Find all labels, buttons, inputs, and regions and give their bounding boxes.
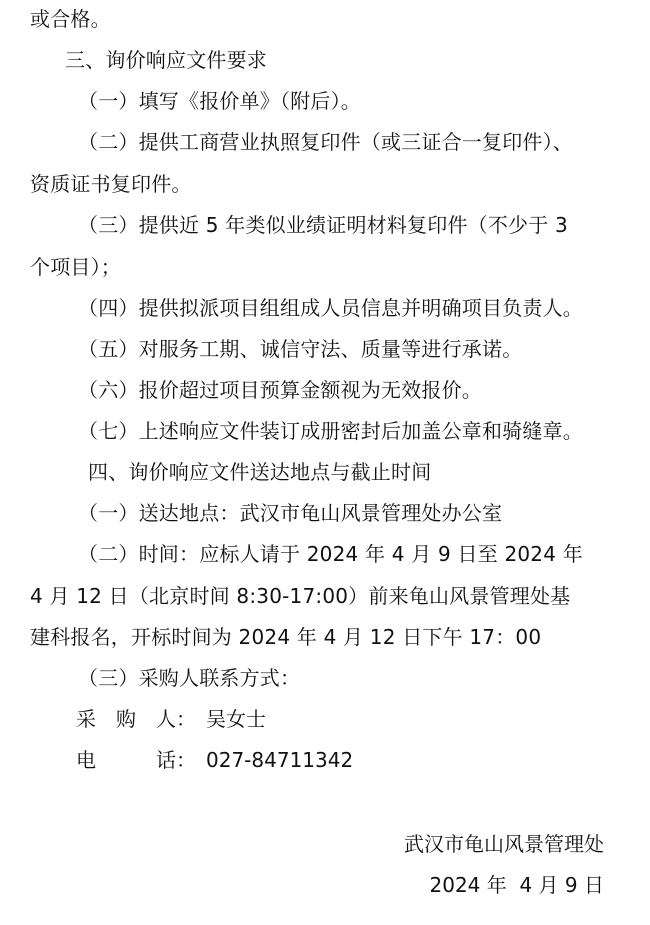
text-line: 4 月 12 日（北京时间 8:30-17:00）前来龟山风景管理处基 [30,584,571,608]
text-line: 资质证书复印件。 [30,172,192,196]
list-item: （二）时间：应标人请于 2024 年 4 月 9 日至 2024 年 [78,542,583,566]
section-heading: 三、询价响应文件要求 [65,48,267,72]
list-item: （七）上述响应文件装订成册密封后加盖公章和骑缝章。 [78,419,583,443]
list-item: （六）报价超过项目预算金额视为无效报价。 [78,378,482,402]
buyer-value: 吴女士 [206,707,266,731]
list-item: （一）填写《报价单》（附后）。 [78,89,361,113]
signature-date: 2024 年 4 月 9 日 [429,873,604,897]
text-line: 或合格。 [30,7,111,31]
text-line: 建科报名，开标时间为 2024 年 4 月 12 日下午 17：00 [30,625,542,649]
list-item: （五）对服务工期、诚信守法、质量等进行承诺。 [78,337,523,361]
buyer-label: 采 购 人： [76,707,196,731]
list-item: （三）采购人联系方式： [78,666,301,690]
signature-org: 武汉市龟山风景管理处 [404,832,604,856]
phone-label: 电 话： [76,748,196,772]
list-item: （三）提供近 5 年类似业绩证明材料复印件（不少于 3 [78,213,568,237]
text-line: 个项目）； [30,255,121,279]
list-item: （四）提供拟派项目组组成人员信息并明确项目负责人。 [78,296,583,320]
list-item: （二）提供工商营业执照复印件（或三证合一复印件）、 [78,130,573,154]
list-item: （一）送达地点：武汉市龟山风景管理处办公室 [78,501,503,525]
phone-value: 027-84711342 [206,748,354,772]
section-heading: 四、询价响应文件送达地点与截止时间 [88,460,432,484]
